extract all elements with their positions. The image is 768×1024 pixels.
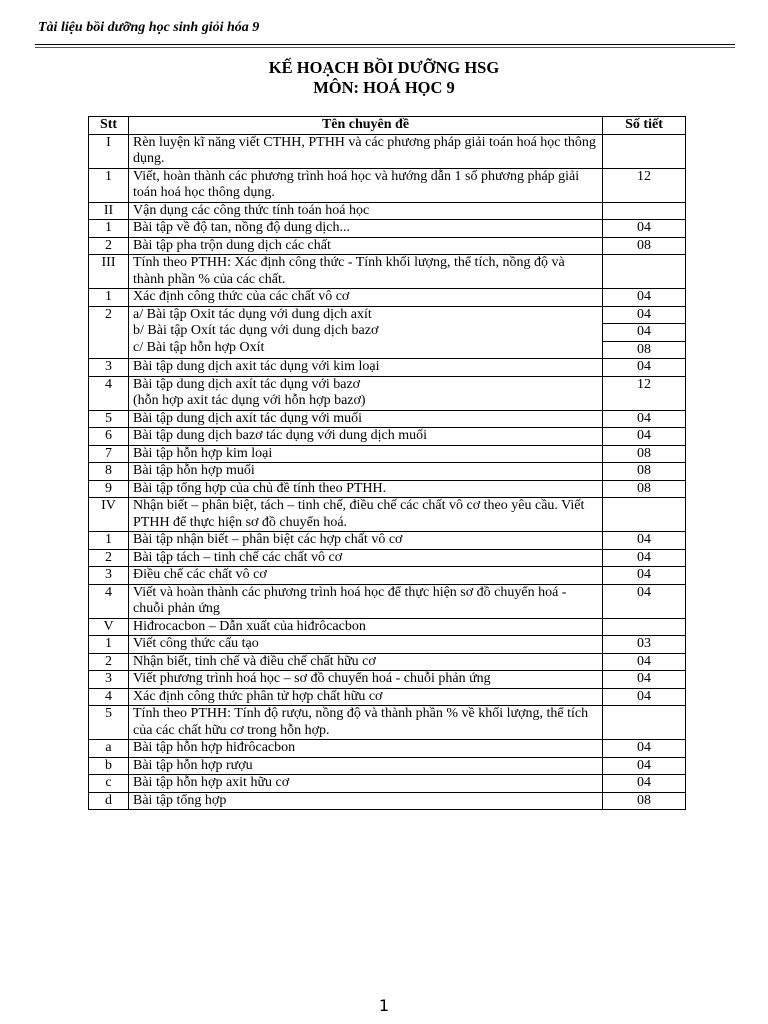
row-stt: 4	[89, 688, 129, 706]
row-topic: Bài tập dung dịch bazơ tác dụng với dung dịch muối	[129, 428, 603, 446]
row-topic: Bài tập hỗn hợp kim loại	[129, 445, 603, 463]
table-row	[89, 289, 686, 307]
row-topic: Bài tập tổng hợp của chủ đề tính theo PTHH.	[129, 480, 603, 498]
row-hours: 04	[603, 757, 686, 775]
row-hours: 12	[603, 168, 686, 202]
table-row	[89, 584, 686, 618]
row-topic: Viết phương trình hoá học – sơ đồ chuyển hoá - chuỗi phản ứng	[129, 671, 603, 689]
header-rule-secondary	[35, 47, 735, 48]
row-topic-line: a/ Bài tập Oxit tác dụng với dung dịch axít	[133, 306, 372, 322]
row-topic: Bài tập hỗn hợp axit hữu cơ	[129, 775, 603, 793]
row-topic: Viết công thức cấu tạo	[129, 636, 603, 654]
row-topic: Bài tập hỗn hợp hiđrôcacbon	[129, 740, 603, 758]
row-stt: 2	[89, 549, 129, 567]
header-rule	[35, 44, 735, 45]
row-topic: Nhận biết, tinh chế và điều chế chất hữu cơ	[129, 653, 603, 671]
row-hours: 08	[603, 792, 686, 810]
row-topic: Bài tập tổng hợp	[129, 792, 603, 810]
row-stt: 5	[89, 706, 129, 740]
row-hours: 04	[603, 567, 686, 585]
row-stt: I	[89, 134, 129, 168]
header-topic: Tên chuyên đề	[129, 117, 603, 135]
row-hours: 04	[603, 688, 686, 706]
row-stt: 2	[89, 653, 129, 671]
row-stt: 1	[89, 289, 129, 307]
table-row	[89, 168, 686, 202]
row-topic: Bài tập tách – tinh chế các chất vô cơ	[129, 549, 603, 567]
row-stt: 3	[89, 671, 129, 689]
row-stt: c	[89, 775, 129, 793]
row-topic: Tính theo PTHH: Tính độ rượu, nồng độ và thành phần % về khối lượng, thể tích của các chất hữu cơ trong hỗn hợp.	[129, 706, 603, 740]
row-hours	[603, 618, 686, 636]
row-stt: 4	[89, 376, 129, 410]
table-row	[89, 706, 686, 740]
row-hours: 04	[603, 775, 686, 793]
table-row	[89, 618, 686, 636]
training-plan-table	[88, 116, 686, 810]
table-row	[89, 445, 686, 463]
row-stt: 2	[89, 306, 129, 359]
row-hours: 12	[603, 376, 686, 410]
table-row	[89, 757, 686, 775]
header-stt: Stt	[89, 117, 129, 135]
row-hours	[603, 255, 686, 289]
row-topic: Nhận biết – phân biệt, tách – tinh chế, điều chế các chất vô cơ theo yêu cầu. Viết PTHH để thực hiện sơ đồ chuyển hoá.	[129, 498, 603, 532]
row-stt: 9	[89, 480, 129, 498]
row-stt: V	[89, 618, 129, 636]
row-hours	[603, 202, 686, 220]
table-row	[89, 255, 686, 289]
row-stt: 3	[89, 359, 129, 377]
row-topic-line: b/ Bài tập Oxít tác dụng với dung dịch bazơ	[133, 323, 379, 338]
row-stt: 1	[89, 532, 129, 550]
table-row	[89, 498, 686, 532]
header-hours: Số tiết	[603, 117, 686, 135]
row-hours: 08	[603, 237, 686, 255]
table-row	[89, 463, 686, 481]
row-hours: 04	[603, 671, 686, 689]
title-line-1: KẾ HOẠCH BỒI DƯỠNG HSG	[268, 58, 500, 77]
row-topic: Bài tập pha trộn dung dịch các chất	[129, 237, 603, 255]
table-row	[89, 532, 686, 550]
row-hours: 08	[603, 341, 686, 359]
table-row	[89, 653, 686, 671]
table-row	[89, 567, 686, 585]
row-hours: 08	[603, 480, 686, 498]
row-topic: Xác định công thức phân tử hợp chất hữu cơ	[129, 688, 603, 706]
row-hours: 08	[603, 445, 686, 463]
table-row	[89, 359, 686, 377]
row-topic-line: Bài tập dung dịch axít tác dụng với bazơ	[133, 376, 361, 392]
row-topic: Hiđrocacbon – Dẫn xuất của hiđrôcacbon	[129, 618, 603, 636]
row-hours: 04	[603, 653, 686, 671]
row-topic: Bài tập về độ tan, nồng độ dung dịch...	[129, 220, 603, 238]
row-stt: a	[89, 740, 129, 758]
row-stt: II	[89, 202, 129, 220]
row-hours: 04	[603, 549, 686, 567]
row-topic: Bài tập dung dịch axít tác dụng với muối	[129, 410, 603, 428]
table-row	[89, 688, 686, 706]
row-stt: 1	[89, 220, 129, 238]
row-topic-line: c/ Bài tập hỗn hợp Oxít	[133, 339, 265, 355]
row-stt: 1	[89, 168, 129, 202]
row-hours	[603, 706, 686, 740]
row-topic	[129, 376, 603, 410]
row-topic: Viết, hoàn thành các phương trình hoá học và hướng dẫn 1 số phương pháp giải toán hoá học thông dụng.	[129, 168, 603, 202]
row-stt: IV	[89, 498, 129, 532]
row-stt: 2	[89, 237, 129, 255]
row-stt: 5	[89, 410, 129, 428]
row-topic: Tính theo PTHH: Xác định công thức - Tính khối lượng, thể tích, nồng độ và thành phần % của các chất.	[129, 255, 603, 289]
row-hours: 04	[603, 740, 686, 758]
document-title	[0, 58, 768, 98]
row-topic-multiline	[129, 306, 603, 359]
table-row	[89, 134, 686, 168]
row-topic: Bài tập nhận biết – phân biệt các hợp chất vô cơ	[129, 532, 603, 550]
table-row	[89, 220, 686, 238]
row-topic: Bài tập dung dịch axit tác dụng với kim loại	[129, 359, 603, 377]
row-stt: III	[89, 255, 129, 289]
table-row	[89, 202, 686, 220]
table-row	[89, 376, 686, 410]
row-topic: Điều chế các chất vô cơ	[129, 567, 603, 585]
row-hours: 04	[603, 324, 686, 342]
row-topic: Viết và hoàn thành các phương trình hoá học để thực hiện sơ đồ chuyển hoá - chuỗi phản ứng	[129, 584, 603, 618]
page-number: 1	[378, 996, 390, 1015]
table-row	[89, 428, 686, 446]
row-stt: 7	[89, 445, 129, 463]
table-row	[89, 740, 686, 758]
row-topic: Bài tập hỗn hợp rượu	[129, 757, 603, 775]
row-hours: 04	[603, 359, 686, 377]
table-row	[89, 306, 686, 324]
row-hours: 04	[603, 220, 686, 238]
row-topic: Vận dụng các công thức tính toán hoá học	[129, 202, 603, 220]
title-line-2: MÔN: HOÁ HỌC 9	[313, 78, 455, 97]
row-hours: 08	[603, 463, 686, 481]
table-row	[89, 480, 686, 498]
row-stt: d	[89, 792, 129, 810]
row-stt: 6	[89, 428, 129, 446]
row-hours: 04	[603, 289, 686, 307]
table-row	[89, 792, 686, 810]
row-stt: 8	[89, 463, 129, 481]
row-hours: 04	[603, 410, 686, 428]
table-row	[89, 671, 686, 689]
row-hours	[603, 498, 686, 532]
table-row	[89, 549, 686, 567]
row-hours: 03	[603, 636, 686, 654]
table-header-row	[89, 117, 686, 135]
table-row	[89, 775, 686, 793]
table-row	[89, 410, 686, 428]
running-header: Tài liệu bồi dưỡng học sinh giỏi hóa 9	[38, 20, 260, 35]
row-hours: 04	[603, 584, 686, 618]
row-hours	[603, 134, 686, 168]
row-topic: Xác định công thức của các chất vô cơ	[129, 289, 603, 307]
row-hours: 04	[603, 306, 686, 324]
table-row	[89, 636, 686, 654]
row-stt: 3	[89, 567, 129, 585]
row-stt: 1	[89, 636, 129, 654]
table-row	[89, 237, 686, 255]
row-stt: 4	[89, 584, 129, 618]
row-hours: 04	[603, 532, 686, 550]
row-topic: Rèn luyện kĩ năng viết CTHH, PTHH và các phương pháp giải toán hoá học thông dụng.	[129, 134, 603, 168]
row-hours: 04	[603, 428, 686, 446]
table-body	[89, 134, 686, 810]
row-topic-line: (hỗn hợp axit tác dụng với hỗn hợp bazơ)	[133, 393, 366, 408]
row-topic: Bài tập hỗn hợp muối	[129, 463, 603, 481]
row-stt: b	[89, 757, 129, 775]
